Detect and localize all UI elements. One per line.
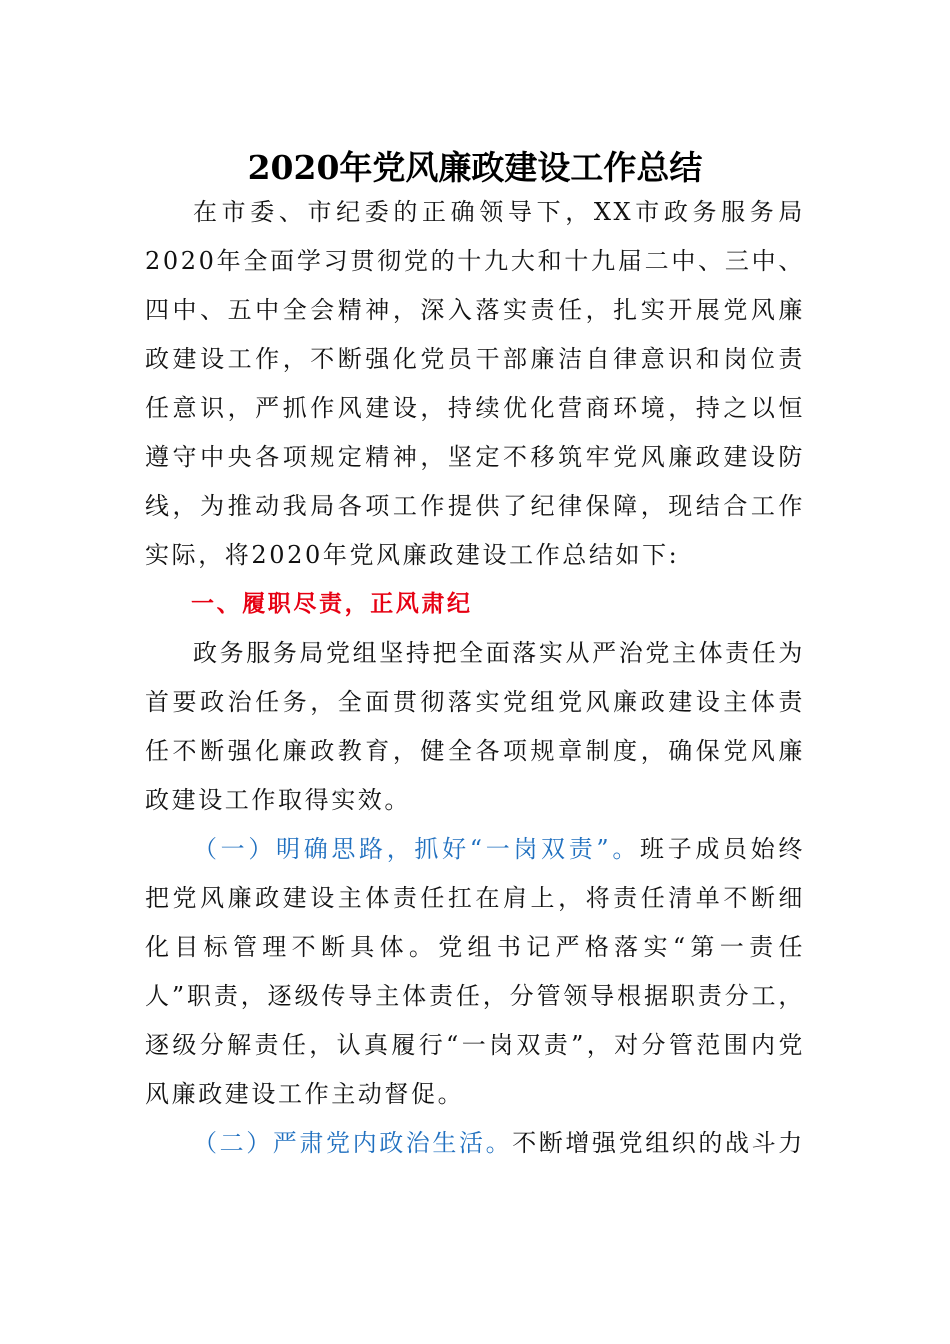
list-item-2-text: 不断增强党组织的战斗力 [512,1129,805,1157]
list-item-1-text: 班子成员始终把党风廉政建设主体责任扛在肩上，将责任清单不断细化目标管理不断具体。党组书记严格落实“第一责任人”职责，逐级传导主体责任，分管领导根据职责分工，逐级分解责任，认真履行“一岗双责”，对分管范围内党风廉政建设工作主动督促。 [145,835,805,1108]
list-item-2-label: （二）严肃党内政治生活。 [193,1129,513,1157]
intro-paragraph: 在市委、市纪委的正确领导下，XX市政务服务局2020年全面学习贯彻党的十九大和十九届二中、三中、四中、五中全会精神，深入落实责任，扎实开展党风廉政建设工作，不断强化党员干部廉洁自律意识和岗位责任意识，严抓作风建设，持续优化营商环境，持之以恒遵守中央各项规定精神，坚定不移筑牢党风廉政建设防线，为推动我局各项工作提供了纪律保障，现结合工作实际，将2020年党风廉政建设工作总结如下: [145,198,805,569]
document-title: 2020年党风廉政建设工作总结 [247,148,703,187]
section-heading: 一、履职尽责，正风肃纪 [191,591,473,617]
section-paragraph: 政务服务局党组坚持把全面落实从严治党主体责任为首要政治任务，全面贯彻落实党组党风廉政建设主体责任不断强化廉政教育，健全各项规章制度，确保党风廉政建设工作取得实效。 [145,639,805,814]
list-item-2 [145,1119,805,1168]
list-item-1 [145,825,805,1119]
list-item-1-label: （一）明确思路，抓好“一岗双责”。 [193,835,641,863]
document-body [145,188,805,1168]
